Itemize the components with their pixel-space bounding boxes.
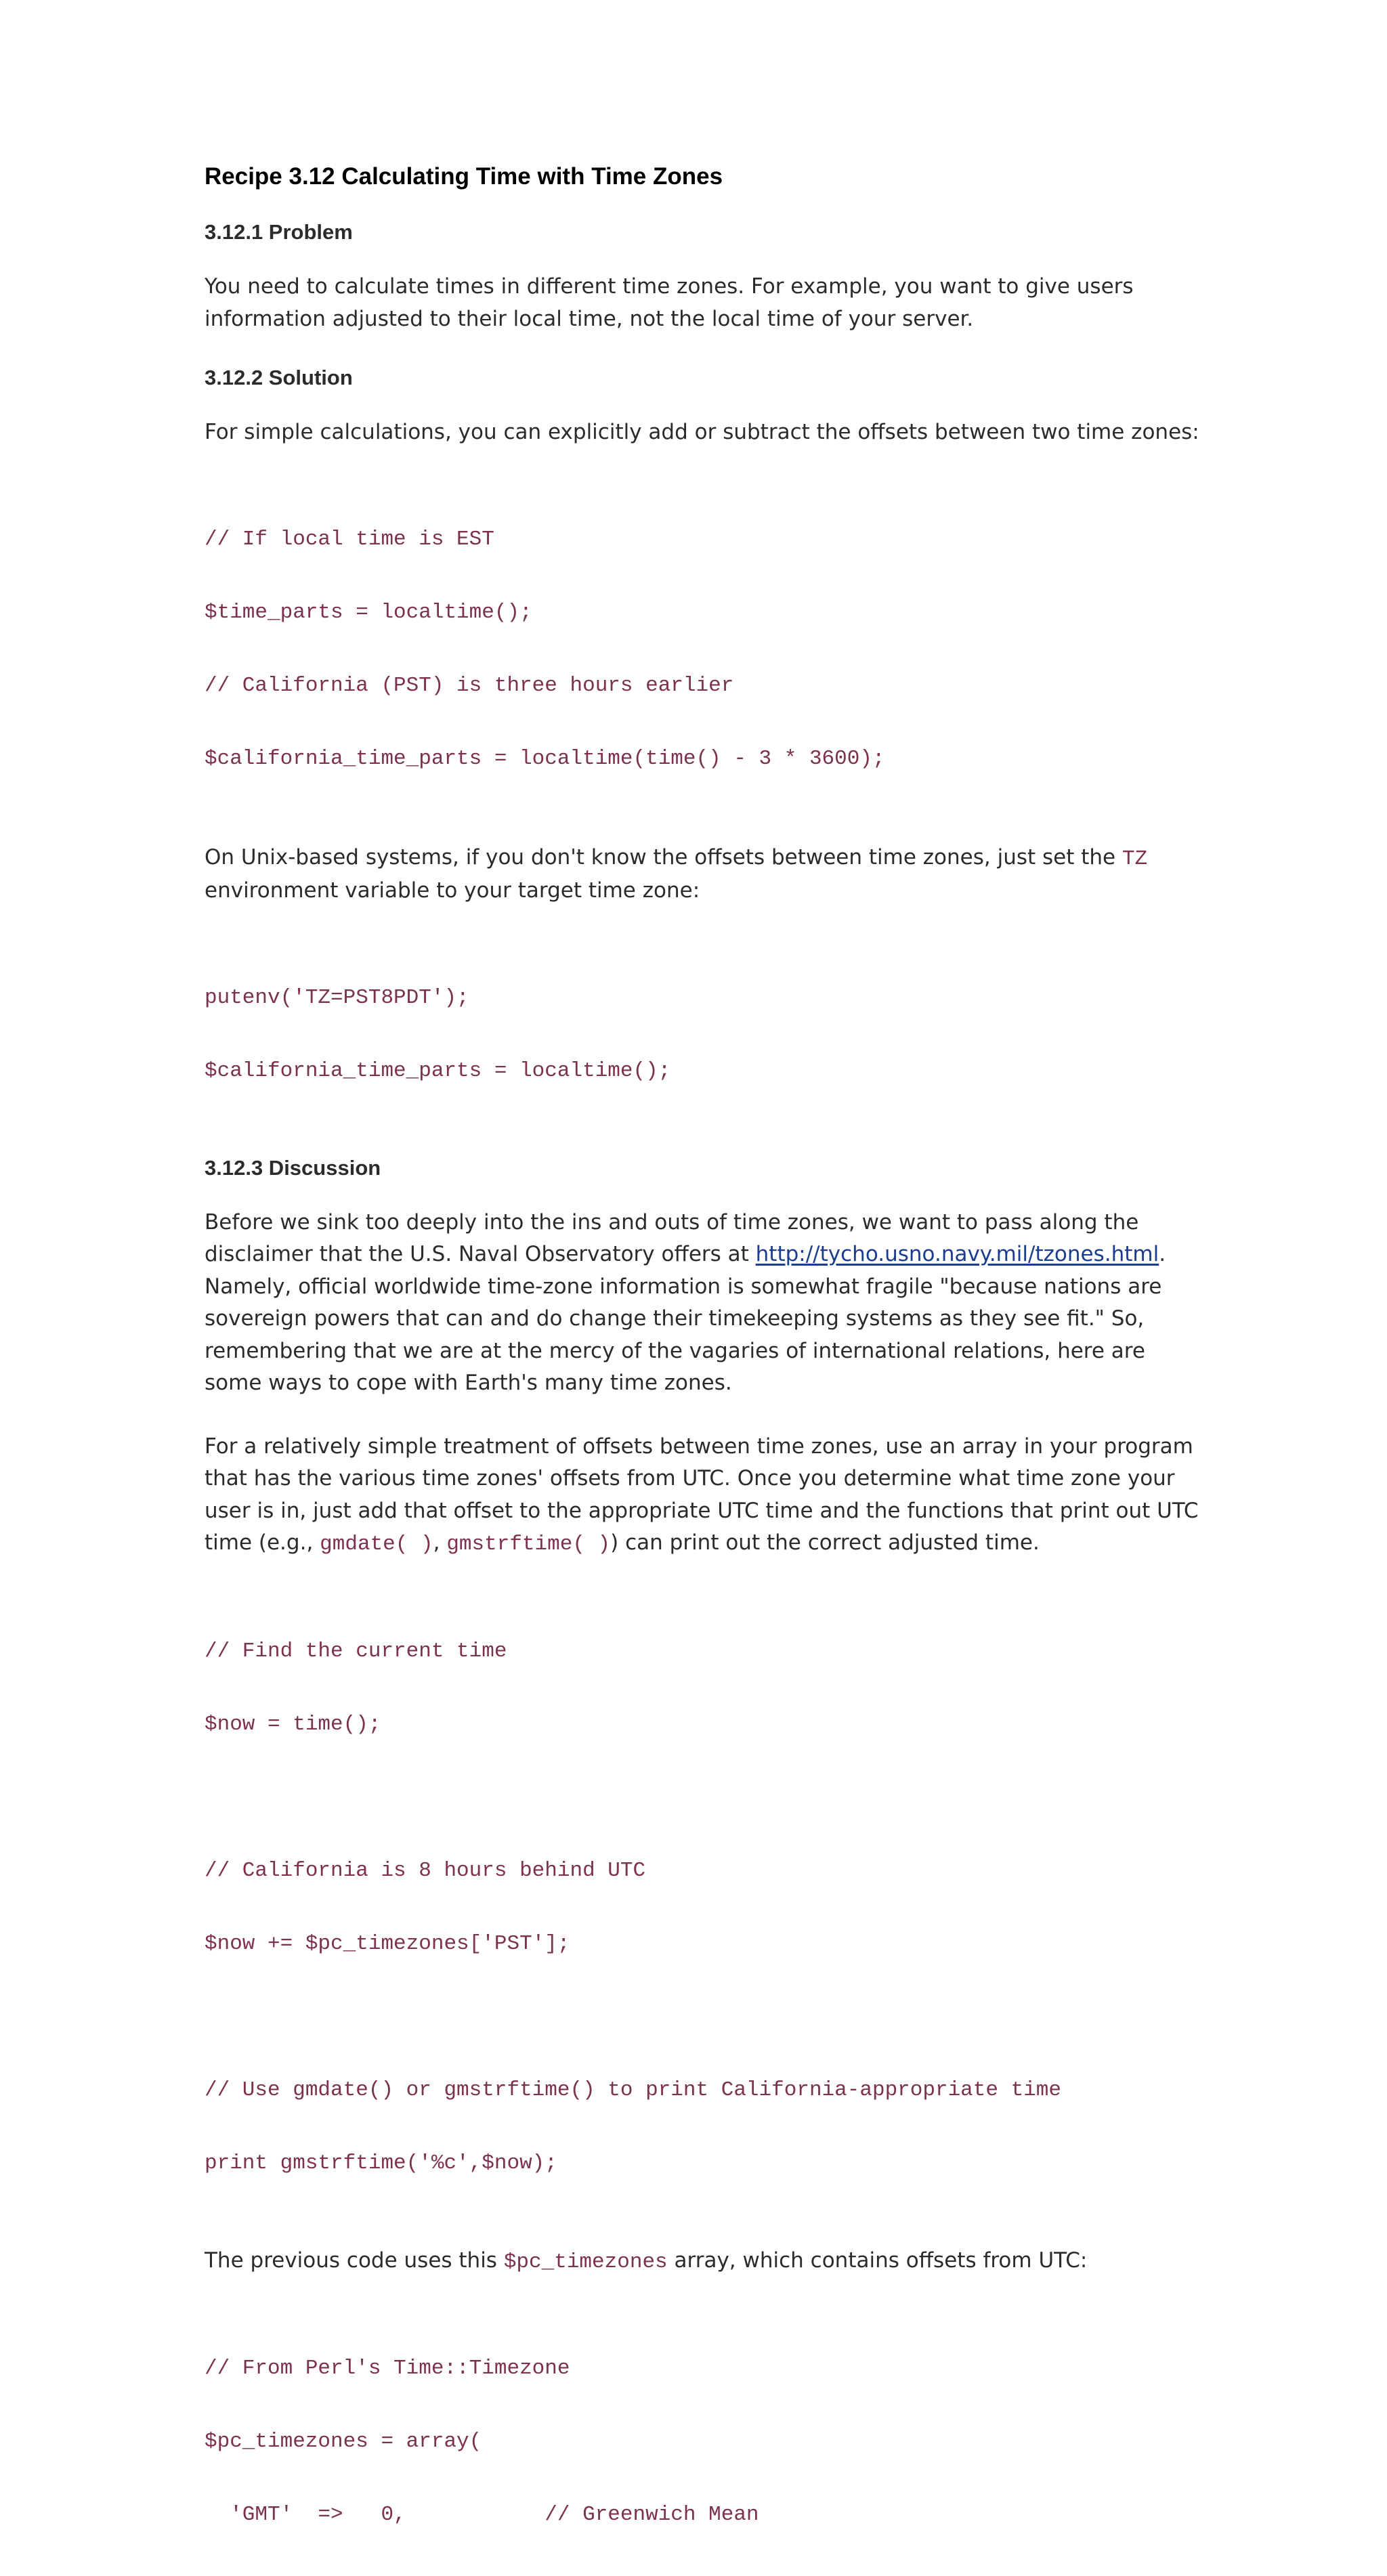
discussion-paragraph-1 xyxy=(205,1207,1193,1400)
code-line: $pc_timezones = array( xyxy=(205,2430,482,2453)
code-line: $time_parts = localtime(); xyxy=(205,600,532,624)
disclaimer-text: disclaimer that the U.S. Naval Observatory offers at xyxy=(205,1242,756,1266)
discussion-line: user is in, just add that offset to the appropriate UTC time and the functions that print out UTC xyxy=(205,1498,1199,1523)
solution-intro xyxy=(205,416,1199,449)
pc-timezones-line xyxy=(205,2245,1193,2279)
code-line: $now += $pc_timezones['PST']; xyxy=(205,1931,570,1956)
code-line: $california_time_parts = localtime(time() - 3 * 3600); xyxy=(205,746,885,771)
adjusted-time-text: ) can print out the correct adjusted time. xyxy=(610,1530,1040,1555)
discussion-line: Before we sink too deeply into the ins and outs of time zones, we want to pass along the xyxy=(205,1209,1139,1235)
pc-timezones-paragraph xyxy=(205,2245,1193,2279)
unix-paragraph xyxy=(205,842,1193,907)
problem-line: information adjusted to their local time, not the local time of your server. xyxy=(205,306,974,331)
discussion-line xyxy=(205,1527,1193,1561)
pc-timezones-inline-code: $pc_timezones xyxy=(503,2250,668,2274)
tz-inline-code: TZ xyxy=(1122,846,1148,871)
discussion-paragraph-2 xyxy=(205,1431,1199,1561)
code-line xyxy=(205,2005,1193,2030)
disclaimer-period: . xyxy=(1159,1242,1166,1266)
recipe-title: Recipe 3.12 Calculating Time with Time Zones xyxy=(205,163,723,190)
discussion-line: Namely, official worldwide time-zone information is somewhat fragile "because nations are xyxy=(205,1274,1162,1299)
code-line: print gmstrftime('%c',$now); xyxy=(205,2151,557,2175)
code-block-offsets xyxy=(205,479,1193,820)
code-line: // If local time is EST xyxy=(205,527,494,551)
discussion-line: remembering that we are at the mercy of the vagaries of international relations, here are xyxy=(205,1338,1145,1363)
code-line: putenv('TZ=PST8PDT'); xyxy=(205,985,469,1010)
discussion-line: that has the various time zones' offsets from UTC. Once you determine what time zone your xyxy=(205,1466,1175,1490)
document-page xyxy=(205,157,1199,2576)
code-line: 'GMT' => 0, // Greenwich Mean xyxy=(205,2503,759,2527)
offsets-text: array, which contains offsets from UTC: xyxy=(667,2248,1088,2273)
code-block-timezones-array xyxy=(205,2308,1193,2576)
time-eg-text: time (e.g., xyxy=(205,1530,320,1555)
code-line: // Find the current time xyxy=(205,1639,507,1663)
code-line: // Use gmdate() or gmstrftime() to print California-appropriate time xyxy=(205,2078,1062,2102)
discussion-line: sovereign powers that can and do change their timekeeping systems as they see fit." So, xyxy=(205,1306,1145,1331)
problem-heading: 3.12.1 Problem xyxy=(205,220,353,244)
previous-code-text: The previous code uses this xyxy=(205,2248,504,2273)
usno-tzones-link[interactable]: http://tycho.usno.navy.mil/tzones.html xyxy=(755,1242,1159,1266)
unix-line xyxy=(205,842,1193,876)
code-line xyxy=(205,1786,1193,1810)
code-block-putenv xyxy=(205,937,1193,1132)
code-line: $now = time(); xyxy=(205,1712,381,1736)
code-line: // From Perl's Time::Timezone xyxy=(205,2357,570,2380)
code-line: $california_time_parts = localtime(); xyxy=(205,1058,671,1083)
unix-line-text: On Unix-based systems, if you don't know the offsets between time zones, just set the xyxy=(205,844,1122,870)
separator-text: , xyxy=(433,1530,447,1555)
gmdate-inline-code: gmdate( ) xyxy=(320,1532,433,1556)
discussion-line: For a relatively simple treatment of offsets between time zones, use an array in your program xyxy=(205,1434,1193,1459)
code-line: // California is 8 hours behind UTC xyxy=(205,1858,646,1883)
discussion-heading: 3.12.3 Discussion xyxy=(205,1155,381,1180)
unix-line: environment variable to your target time zone: xyxy=(205,878,700,903)
problem-paragraph xyxy=(205,271,1193,335)
problem-line: You need to calculate times in different time zones. For example, you want to give users xyxy=(205,274,1134,299)
code-line: // California (PST) is three hours earlier xyxy=(205,673,734,697)
solution-heading: 3.12.2 Solution xyxy=(205,366,353,389)
code-block-current-time xyxy=(205,1591,1193,2225)
discussion-line: some ways to cope with Earth's many time zones. xyxy=(205,1371,732,1395)
gmstrftime-inline-code: gmstrftime( ) xyxy=(446,1532,611,1556)
discussion-line xyxy=(205,1239,1193,1271)
solution-intro-line: For simple calculations, you can explicitly add or subtract the offsets between two time zones: xyxy=(205,420,1199,444)
